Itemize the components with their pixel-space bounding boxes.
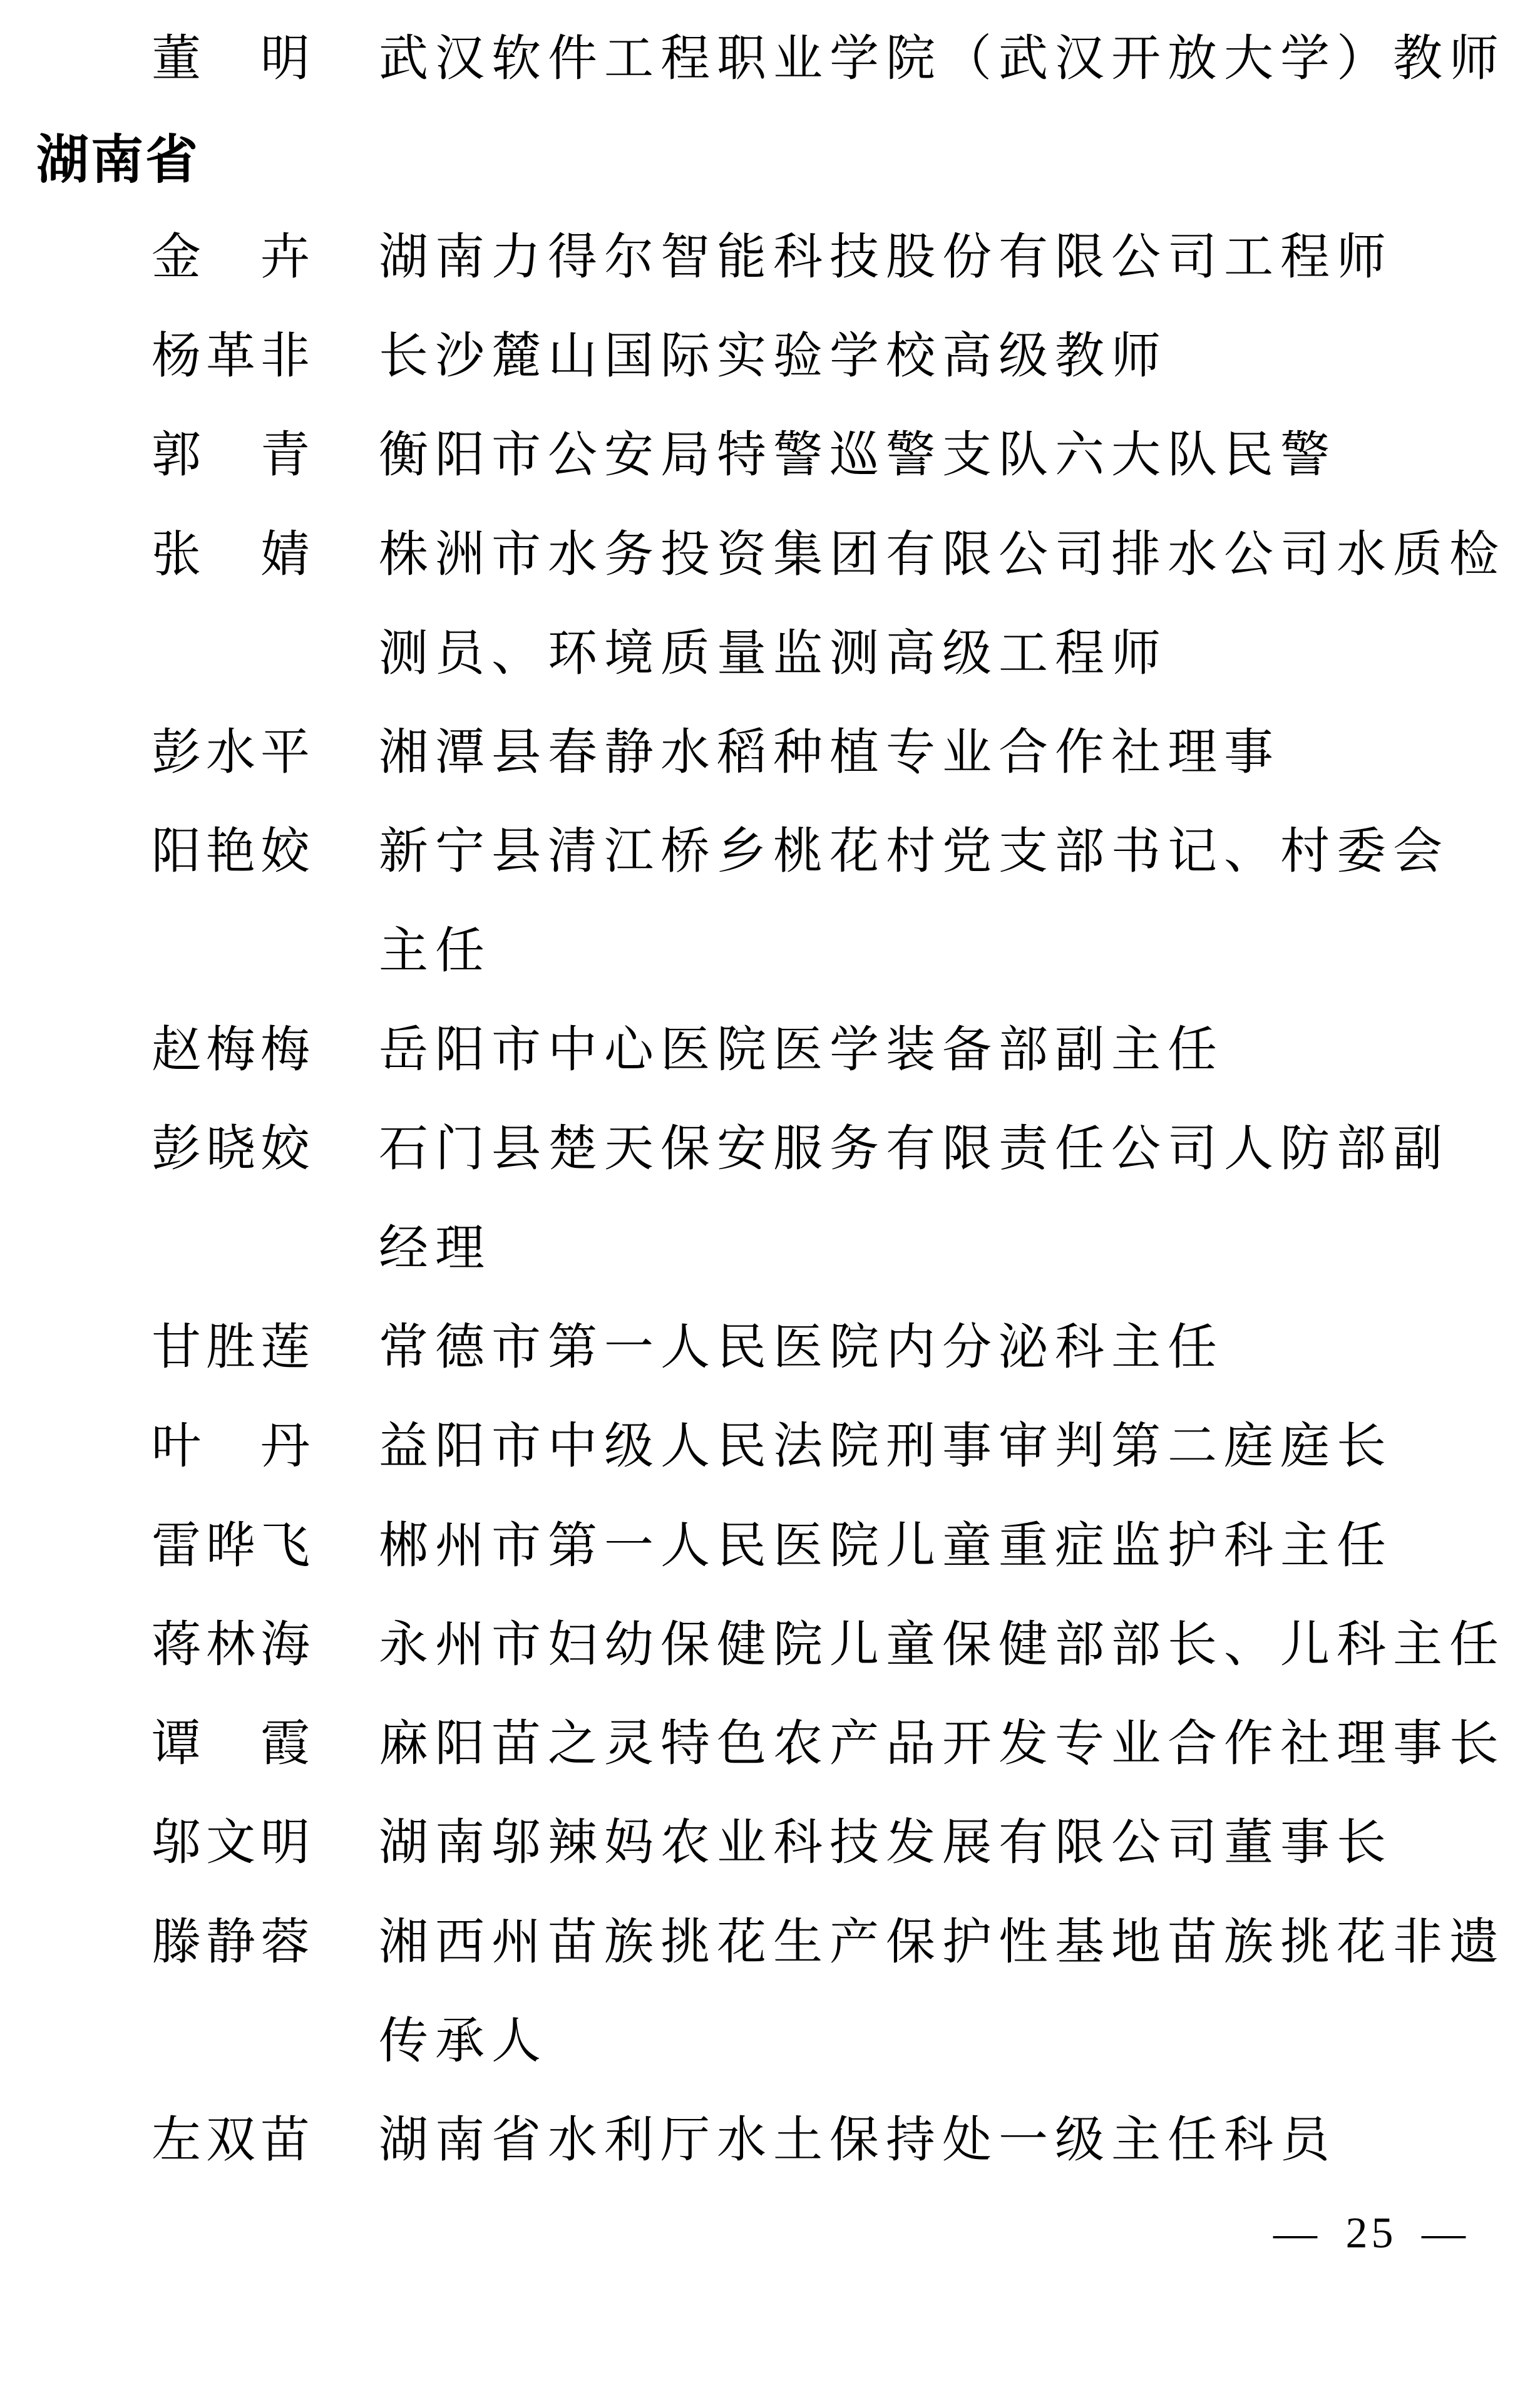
section-header-label: 湖南省: [36, 130, 200, 189]
person-name-char: 梅: [206, 1023, 255, 1078]
person-name: [151, 530, 310, 580]
person-name-char: 叶: [151, 1420, 201, 1474]
person-name-char: 张: [151, 528, 201, 582]
person-name-char: 郭: [151, 428, 201, 483]
person-name-char: 丹: [260, 1420, 310, 1474]
list-row: [0, 629, 1540, 711]
list-row: [0, 2014, 1540, 2098]
person-name: [151, 1422, 310, 1472]
person-name-char: 文: [206, 1816, 255, 1870]
person-name-char: 姣: [260, 825, 310, 879]
list-row: [0, 924, 1540, 1008]
person-name-char: 姣: [260, 1122, 310, 1177]
person-name-char: 谭: [151, 1717, 201, 1771]
person-name-char: 阳: [151, 825, 201, 879]
person-position: 湖南邬辣妈农业科技发展有限公司董事长: [379, 1816, 1393, 1870]
person-name-char: 青: [260, 428, 310, 483]
person-name-char: 非: [260, 329, 310, 384]
person-name-char: 金: [151, 230, 201, 285]
person-name: [151, 428, 310, 483]
page-number: — 25 —: [1273, 2209, 1469, 2257]
person-name-char: 飞: [260, 1519, 310, 1574]
list-row: [0, 2113, 1540, 2197]
person-name: [151, 1122, 310, 1177]
person-name-char: 艳: [206, 825, 255, 879]
person-name-char: 左: [151, 2113, 201, 2168]
person-name-char: 滕: [151, 1915, 201, 1970]
list-row: [0, 34, 1540, 116]
list-row: [0, 1224, 1540, 1306]
person-name-char: 海: [260, 1618, 310, 1673]
list-row: [0, 1422, 1540, 1503]
person-name-char: 蓉: [260, 1915, 310, 1970]
list-row: [0, 530, 1540, 612]
person-name-char: 明: [260, 1816, 310, 1870]
province-section-row: [0, 130, 1540, 215]
person-name-char: 晔: [206, 1519, 255, 1574]
list-row: [0, 329, 1540, 413]
person-name: [151, 1818, 310, 1868]
person-name-char: 彭: [151, 1122, 201, 1177]
person-name-char: 胜: [206, 1321, 255, 1375]
person-position: 经理: [379, 1222, 491, 1276]
person-name-char: 赵: [151, 1023, 201, 1078]
person-position: 岳阳市中心医院医学装备部副主任: [379, 1023, 1224, 1078]
person-name-char: 双: [206, 2113, 255, 2168]
person-position: 主任: [379, 924, 491, 979]
person-name-char: 莲: [260, 1321, 310, 1375]
person-position: 石门县楚天保安服务有限责任公司人防部副: [379, 1122, 1449, 1177]
person-name-char: 婧: [260, 528, 310, 582]
person-name: [151, 34, 310, 84]
person-name-char: 彭: [151, 726, 201, 780]
person-position: 衡阳市公安局特警巡警支队六大队民警: [379, 428, 1337, 483]
person-name: [151, 329, 310, 384]
person-name-char: 蒋: [151, 1618, 201, 1673]
list-row: [0, 1719, 1540, 1801]
person-name-char: 苗: [260, 2113, 310, 2168]
person-position: 麻阳苗之灵特色农产品开发专业合作社理事长: [379, 1717, 1506, 1771]
person-name-char: 晓: [206, 1122, 255, 1177]
person-name: [151, 1618, 310, 1673]
person-position: 新宁县清江桥乡桃花村党支部书记、村委会: [379, 825, 1449, 879]
list-row: [0, 230, 1540, 314]
person-position: 湘潭县春静水稻种植专业合作社理事: [379, 726, 1280, 780]
person-position: 永州市妇幼保健院儿童保健部部长、儿科主任: [379, 1618, 1506, 1673]
person-position: 湖南省水利厅水土保持处一级主任科员: [379, 2113, 1337, 2168]
person-name-char: 卉: [260, 230, 310, 285]
person-position: 武汉软件工程职业学院（武汉开放大学）教师: [379, 32, 1506, 86]
person-name-char: 明: [260, 32, 310, 86]
person-name-char: 邬: [151, 1816, 201, 1870]
person-name-char: 梅: [260, 1023, 310, 1078]
person-name: [151, 728, 310, 778]
list-row: [0, 728, 1540, 810]
person-position: 益阳市中级人民法院刑事审判第二庭庭长: [379, 1420, 1393, 1474]
person-name-char: 平: [260, 726, 310, 780]
person-position: 常德市第一人民医院内分泌科主任: [379, 1321, 1224, 1375]
person-name-char: 董: [151, 32, 201, 86]
list-row: [0, 827, 1540, 909]
person-position: 湖南力得尔智能科技股份有限公司工程师: [379, 230, 1393, 285]
person-name: [151, 1323, 310, 1373]
person-position: 湘西州苗族挑花生产保护性基地苗族挑花非遗: [379, 1915, 1506, 1970]
list-row: [0, 428, 1540, 512]
person-name-char: 雷: [151, 1519, 201, 1574]
list-row: [0, 1818, 1540, 1900]
person-name-char: 霞: [260, 1717, 310, 1771]
person-name-char: 革: [206, 329, 255, 384]
person-name: [151, 827, 310, 877]
person-name: [151, 1915, 310, 1970]
person-name-char: 静: [206, 1915, 255, 1970]
person-position: 郴州市第一人民医院儿童重症监护科主任: [379, 1519, 1393, 1574]
list-row: [0, 1519, 1540, 1603]
person-position: 传承人: [379, 2014, 548, 2069]
person-name: [151, 2113, 310, 2168]
list-row: [0, 1122, 1540, 1206]
person-name: [151, 230, 310, 285]
list-row: [0, 1323, 1540, 1405]
person-position: 株洲市水务投资集团有限公司排水公司水质检: [379, 528, 1506, 582]
list-row: [0, 1915, 1540, 1999]
person-name: [151, 1519, 310, 1574]
person-name: [151, 1023, 310, 1078]
person-name-char: 杨: [151, 329, 201, 384]
person-name-char: 林: [206, 1618, 255, 1673]
list-row: [0, 1023, 1540, 1107]
person-name-char: 水: [206, 726, 255, 780]
person-position: 测员、环境质量监测高级工程师: [379, 627, 1168, 681]
person-position: 长沙麓山国际实验学校高级教师: [379, 329, 1168, 384]
person-name-char: 甘: [151, 1321, 201, 1375]
person-name: [151, 1719, 310, 1769]
list-row: [0, 1618, 1540, 1702]
